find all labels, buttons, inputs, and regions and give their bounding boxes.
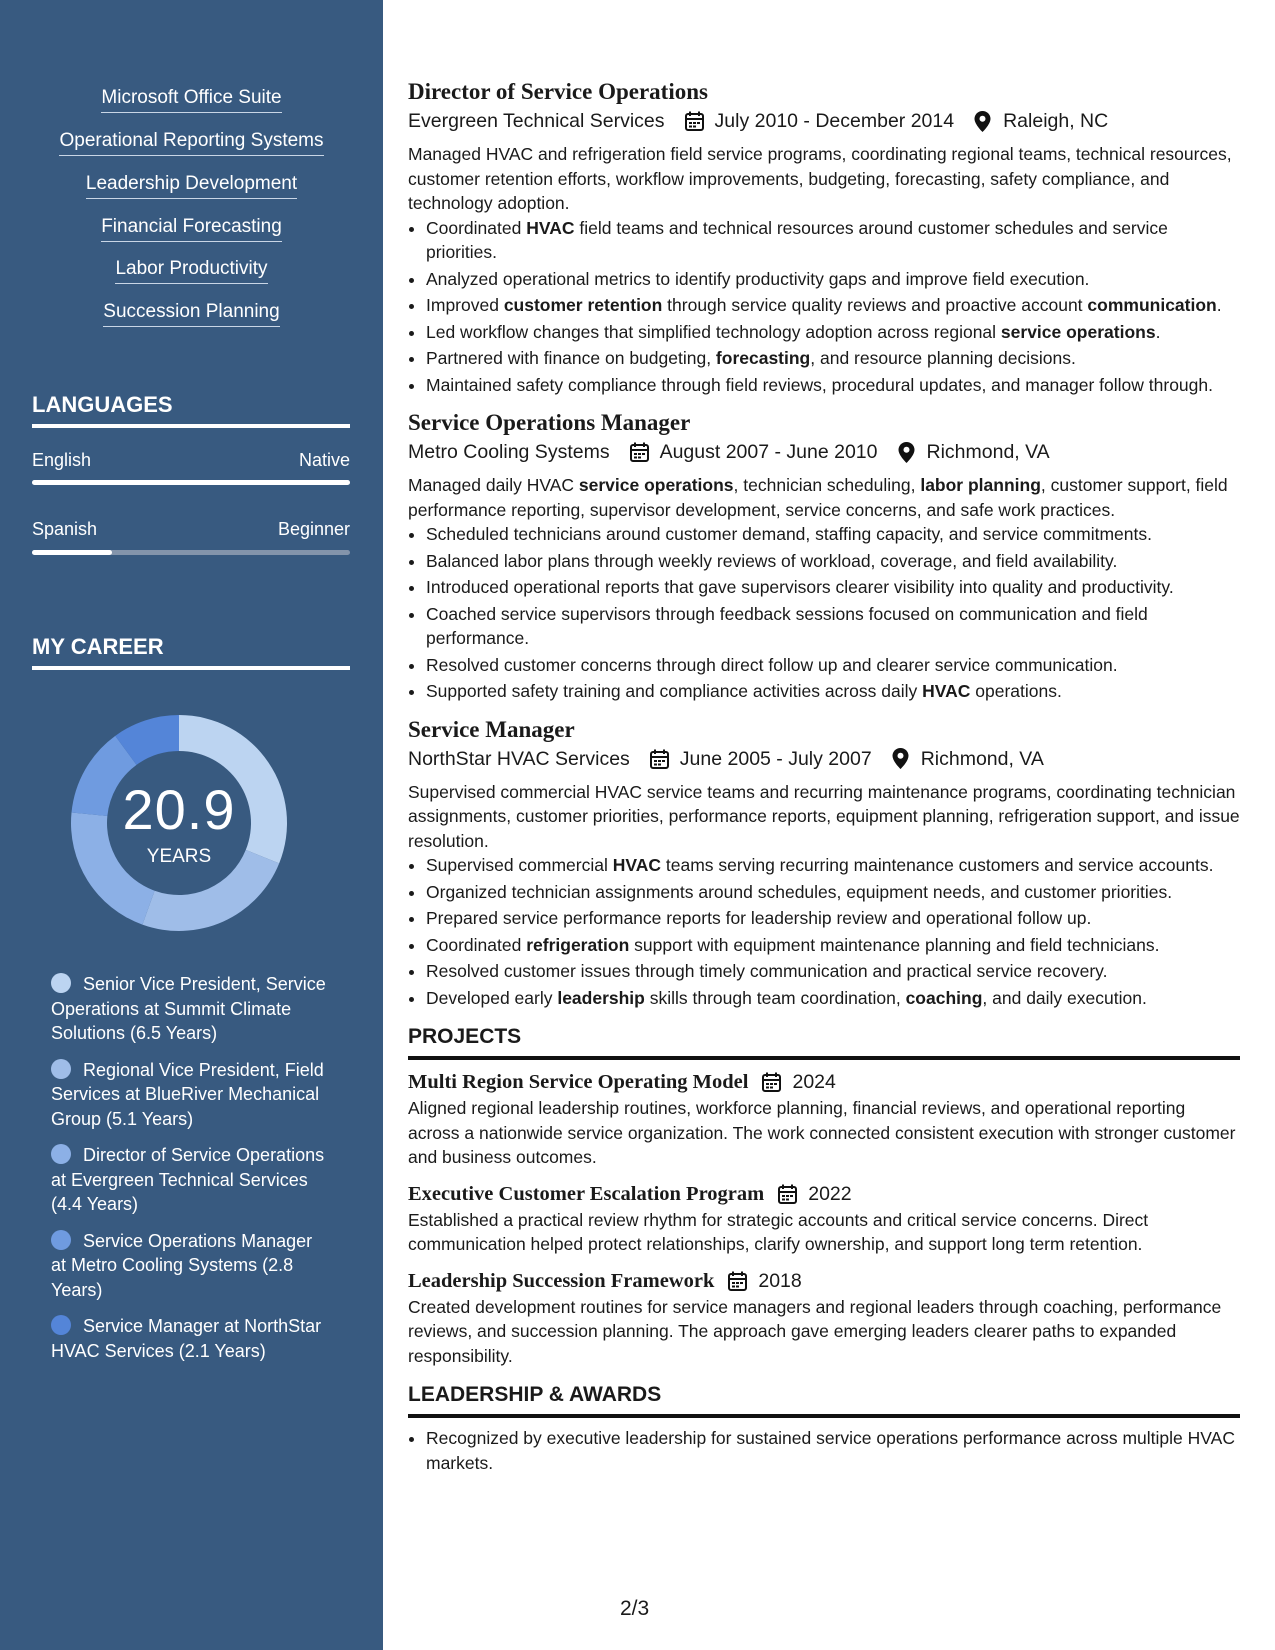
job-bullet: • Prepared service performance reports for leadership review and operational follow up. xyxy=(426,906,1240,931)
calendar-icon xyxy=(685,111,704,131)
calendar-icon xyxy=(728,1271,747,1291)
career-legend xyxy=(51,972,331,1375)
job-bullet: • Coordinated HVAC field teams and technical resources around customer schedules and service priorities. xyxy=(426,216,1240,265)
language-level: Native xyxy=(298,450,350,470)
location-pin-icon xyxy=(974,111,991,132)
job-entry xyxy=(408,78,1240,397)
total-years-label: YEARS xyxy=(146,846,212,867)
language-proficiency-fill xyxy=(32,480,350,485)
job-bullet: • Partnered with finance on budgeting, forecasting, and resource planning decisions. xyxy=(426,346,1240,371)
career-legend-item: Service Operations Manager at Metro Cooling Systems (2.8 Years) xyxy=(51,1230,313,1300)
project-title: Multi Region Service Operating Model xyxy=(408,1071,749,1093)
job-bullet: • Coordinated refrigeration support with equipment maintenance planning and field technicians. xyxy=(426,933,1240,958)
job-bullet: • Balanced labor plans through weekly reviews of workload, coverage, and field availability. xyxy=(426,549,1240,574)
project-title: Executive Customer Escalation Program xyxy=(408,1182,765,1205)
skill-item: Financial Forecasting xyxy=(0,215,383,242)
skill-item: Labor Productivity xyxy=(0,257,383,284)
location-pin-icon xyxy=(892,748,909,769)
award-item: • Recognized by executive leadership for sustained service operations performance across multiple HVAC markets. xyxy=(426,1426,1240,1475)
job-bullet: • Organized technician assignments around schedules, equipment needs, and customer priorities. xyxy=(426,880,1240,905)
skill-item: Succession Planning xyxy=(0,300,383,327)
job-company: Evergreen Technical Services xyxy=(408,110,665,132)
job-summary: Supervised commercial HVAC service teams and recurring maintenance programs, coordinating technician assignments, customer priorities, performance reports, equipment planning, refrigeration support, and issue resolution. xyxy=(408,781,1240,851)
page-number: 2/3 xyxy=(620,1597,650,1620)
legend-dot-icon xyxy=(51,1315,71,1335)
main-content xyxy=(408,78,1240,1477)
job-location: Richmond, VA xyxy=(920,747,1044,770)
job-bullet: • Supported safety training and compliance activities across daily HVAC operations. xyxy=(426,679,1240,704)
job-company: Metro Cooling Systems xyxy=(408,441,610,463)
job-meta xyxy=(408,744,1240,774)
project-description: Established a practical review rhythm for strategic accounts and critical service concerns. Direct communication helped protect relationships, clarify ownership, and support long term retention. xyxy=(408,1209,1149,1254)
job-bullet: • Supervised commercial HVAC teams serving recurring maintenance customers and service accounts. xyxy=(426,853,1240,878)
job-summary: Managed HVAC and refrigeration field service programs, coordinating regional teams, technical resources, customer retention efforts, workflow improvements, budgeting, forecasting, safety compliance, and technology adoption. xyxy=(408,144,1232,213)
job-location: Raleigh, NC xyxy=(1003,110,1109,132)
career-legend-item: Director of Service Operations at Evergreen Technical Services (4.4 Years) xyxy=(51,1145,325,1214)
job-summary: Managed daily HVAC service operations, technician scheduling, labor planning, customer support, field performance reporting, supervisor development, service concerns, and safe work practices. xyxy=(408,475,1228,520)
awards-list xyxy=(408,1426,1240,1475)
sidebar xyxy=(0,0,383,1650)
project-year: 2018 xyxy=(758,1269,802,1292)
job-entry xyxy=(408,716,1240,1011)
job-bullet: • Improved customer retention through service quality reviews and proactive account communication. xyxy=(426,293,1240,318)
project-description: Created development routines for service managers and regional leaders through coaching, performance reviews, and succession planning. The approach gave emerging leaders clearer paths to expanded responsibility. xyxy=(408,1296,1222,1366)
language-proficiency-bar xyxy=(32,550,350,555)
skill-item: Operational Reporting Systems xyxy=(0,129,383,156)
project-entry xyxy=(408,1180,1240,1257)
total-years-value: 20.9 xyxy=(122,778,236,841)
job-title: Service Operations Manager xyxy=(408,410,691,435)
legend-dot-icon xyxy=(51,1059,71,1079)
calendar-icon xyxy=(762,1072,781,1092)
job-location: Richmond, VA xyxy=(926,441,1050,463)
job-meta xyxy=(408,437,1240,467)
job-entry xyxy=(408,409,1240,704)
languages-heading: LANGUAGES xyxy=(32,392,350,428)
job-bullet: • Analyzed operational metrics to identify productivity gaps and improve field execution. xyxy=(426,267,1240,292)
legend-dot-icon xyxy=(51,1230,71,1250)
project-description: Aligned regional leadership routines, workforce planning, financial reviews, and operational reporting across a nationwide service organization. The work connected consistent execution with stronger customer and business outcomes. xyxy=(408,1098,1236,1167)
calendar-icon xyxy=(650,749,669,769)
location-pin-icon xyxy=(898,442,915,463)
job-company: NorthStar HVAC Services xyxy=(408,747,630,770)
project-entry xyxy=(408,1068,1240,1170)
job-dates: June 2005 - July 2007 xyxy=(679,747,872,770)
job-bullets xyxy=(408,853,1240,1010)
job-dates: July 2010 - December 2014 xyxy=(714,110,955,132)
job-bullet: • Maintained safety compliance through field reviews, procedural updates, and manager follow through. xyxy=(426,373,1240,398)
language-name: Spanish xyxy=(32,519,98,539)
calendar-icon xyxy=(630,442,649,462)
job-bullets xyxy=(408,216,1240,398)
career-legend-item: Regional Vice President, Field Services at BlueRiver Mechanical Group (5.1 Years) xyxy=(51,1059,324,1129)
language-level: Beginner xyxy=(277,519,350,539)
job-bullet: • Led workflow changes that simplified technology adoption across regional service operations. xyxy=(426,320,1240,345)
job-bullet: • Scheduled technicians around customer demand, staffing capacity, and service commitments. xyxy=(426,522,1240,547)
language-row xyxy=(32,519,350,540)
job-meta xyxy=(408,106,1240,136)
awards-heading: LEADERSHIP & AWARDS xyxy=(408,1382,1240,1418)
project-entry xyxy=(408,1267,1240,1369)
career-legend-item: Senior Vice President, Service Operations at Summit Climate Solutions (6.5 Years) xyxy=(51,974,326,1043)
project-year: 2022 xyxy=(808,1182,852,1205)
career-heading: MY CAREER xyxy=(32,634,350,670)
project-year: 2024 xyxy=(792,1071,836,1093)
legend-dot-icon xyxy=(51,1144,71,1164)
job-dates: August 2007 - June 2010 xyxy=(659,441,878,463)
project-title: Leadership Succession Framework xyxy=(408,1269,715,1292)
job-bullets xyxy=(408,522,1240,704)
job-bullet: • Resolved customer issues through timely communication and practical service recovery. xyxy=(426,959,1240,984)
calendar-icon xyxy=(778,1184,797,1204)
projects-heading: PROJECTS xyxy=(408,1024,1240,1060)
skill-item: Microsoft Office Suite xyxy=(0,86,383,113)
career-legend-item: Service Manager at NorthStar HVAC Services (2.1 Years) xyxy=(51,1316,322,1361)
job-bullet: • Resolved customer concerns through direct follow up and clearer service communication. xyxy=(426,653,1240,678)
job-title: Director of Service Operations xyxy=(408,79,708,104)
language-proficiency-fill xyxy=(32,550,112,555)
skill-item: Leadership Development xyxy=(0,172,383,199)
language-name: English xyxy=(32,450,92,470)
language-proficiency-bar xyxy=(32,480,350,485)
legend-dot-icon xyxy=(51,973,71,993)
language-row xyxy=(32,450,350,471)
job-bullet: • Developed early leadership skills through team coordination, coaching, and daily execution. xyxy=(426,986,1240,1011)
job-bullet: • Introduced operational reports that gave supervisors clearer visibility into quality and productivity. xyxy=(426,575,1240,600)
job-bullet: • Coached service supervisors through feedback sessions focused on communication and field performance. xyxy=(426,602,1240,651)
job-title: Service Manager xyxy=(408,716,575,742)
